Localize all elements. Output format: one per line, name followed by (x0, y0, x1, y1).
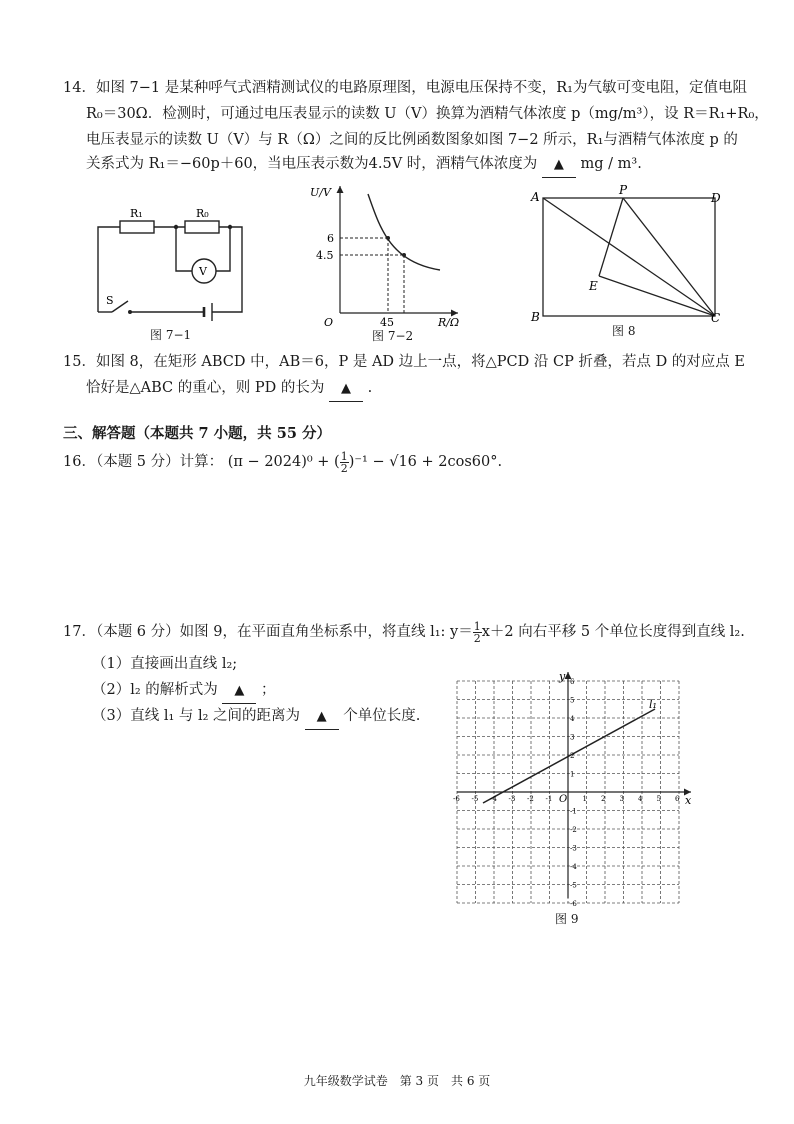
answer-blank-17-2[interactable] (222, 678, 256, 704)
x-tick-label: -4 (490, 795, 497, 803)
y-tick-label: 1 (570, 770, 575, 779)
point-p-label: P (619, 183, 628, 197)
q17-sub1: （1）直接画出直线 l₂; (92, 656, 238, 672)
q17-sub2-end: ； (261, 682, 276, 698)
triangle-mark-icon: ▲ (234, 683, 245, 698)
q14-line4-text: 关系式为 R₁＝−60p＋60，当电压表示数为4.5V 时，酒精气体浓度为 (86, 156, 538, 172)
switch-label: S (106, 294, 114, 307)
voltmeter-label: V (199, 265, 207, 278)
y-tick-label: -1 (570, 807, 577, 816)
q16-expr-b: )⁻¹ − √16 + 2cos60°. (348, 454, 503, 470)
q14-line3: 电压表显示的读数 U（V）与 R（Ω）之间的反比例函数图象如图 7−2 所示，R₁与酒精气体浓度 p 的 (86, 132, 738, 148)
answer-blank-14[interactable] (542, 152, 576, 178)
point-d-label: D (711, 191, 721, 205)
x-axis-label: R/Ω (438, 316, 460, 329)
y-tick-label: 2 (570, 752, 575, 760)
fig7-2-caption: 图 7−2 (372, 329, 414, 343)
fig9-coordinate-grid (455, 668, 700, 908)
y-tick-label: -2 (570, 826, 577, 834)
triangle-mark-icon: ▲ (316, 709, 327, 724)
fig9-caption: 图 9 (555, 912, 579, 926)
point-a-label: A (531, 190, 540, 204)
q15-line2-end: . (367, 380, 373, 396)
x-tick-label: -2 (527, 795, 534, 803)
x-tick-label: 5 (656, 795, 661, 803)
q15-line2 (86, 376, 372, 402)
y-tick-6: 6 (327, 232, 334, 245)
q14-line4-unit: mg / m³. (580, 156, 642, 172)
answer-blank-15[interactable] (329, 376, 363, 402)
q16-frac-den: 2 (340, 461, 348, 475)
y-tick-label: -6 (570, 900, 577, 908)
l1-label: l₁ (649, 698, 657, 711)
x-tick-label: 4 (638, 795, 643, 803)
q16-frac-num: 1 (340, 449, 348, 463)
q14-line4 (86, 152, 642, 178)
point-c-label: C (711, 311, 721, 325)
y-tick-label: 5 (570, 696, 575, 705)
fig7-1-caption: 图 7−1 (150, 328, 192, 342)
q17-intro-b: x＋2 向右平移 5 个单位长度得到直线 l₂. (481, 624, 745, 640)
x-axis-label: x (685, 794, 692, 807)
q17-intro (63, 620, 745, 644)
q17-sub3 (92, 704, 420, 730)
q17-sub2-text: （2）l₂ 的解析式为 (92, 682, 218, 698)
y-tick-4-5: 4.5 (316, 249, 334, 262)
triangle-mark-icon: ▲ (553, 157, 564, 172)
y-axis-label: U/V (310, 186, 331, 199)
x-tick-45: 45 (380, 316, 394, 329)
x-tick-label: 1 (582, 795, 587, 803)
y-tick-label: 4 (570, 715, 575, 723)
q17-sub3-end: 个单位长度. (343, 708, 421, 724)
x-tick-label: -1 (545, 795, 553, 803)
x-tick-label: 2 (601, 795, 606, 803)
r1-label: R₁ (130, 207, 143, 220)
triangle-mark-icon: ▲ (340, 381, 351, 396)
q17-frac-num: 1 (473, 619, 481, 633)
y-tick-label: -5 (570, 881, 577, 890)
y-tick-label: -3 (570, 844, 577, 853)
point-b-label: B (531, 310, 540, 324)
fig8-rectangle (525, 183, 730, 328)
q16-prefix: 16．（本题 5 分）计算： (63, 454, 224, 470)
x-tick-label: -6 (453, 795, 460, 803)
r0-label: R₀ (196, 207, 209, 220)
q16-expr-a: (π − 2024)⁰ + ( (227, 454, 340, 470)
y-tick-label: 3 (570, 733, 575, 742)
page-footer: 九年级数学试卷 第 3 页 共 6 页 (303, 1074, 491, 1088)
q15-line2-text: 恰好是△ABC 的重心，则 PD 的长为 (86, 380, 325, 396)
q17-intro-a: 17．（本题 6 分）如图 9，在平面直角坐标系中，将直线 l₁: y＝ (63, 624, 473, 640)
x-tick-label: 3 (619, 795, 624, 803)
fig8-caption: 图 8 (612, 324, 636, 338)
q17-sub2 (92, 678, 276, 704)
q14-line2: R₀＝30Ω．检测时，可通过电压表显示的读数 U（V）换算为酒精气体浓度 p（mg/m³），设 R＝R₁+R₀， (86, 106, 769, 122)
q15-line1: 15．如图 8，在矩形 ABCD 中，AB＝6，P 是 AD 边上一点，将△PCD 沿 CP 折叠，若点 D 的对应点 E (63, 354, 745, 370)
q17-sub3-text: （3）直线 l₁ 与 l₂ 之间的距离为 (92, 708, 301, 724)
y-tick-label: -4 (570, 863, 577, 871)
point-e-label: E (589, 279, 598, 293)
x-tick-label: -3 (508, 795, 516, 803)
origin-label: O (559, 794, 568, 805)
y-axis-label: y (559, 670, 566, 683)
x-tick-label: -5 (471, 795, 479, 803)
q17-fraction (473, 621, 482, 644)
answer-blank-17-3[interactable] (305, 704, 339, 730)
fig7-1-circuit (90, 205, 255, 330)
y-tick-label: 6 (570, 678, 575, 686)
q16-fraction (340, 451, 349, 474)
line-l1 (483, 709, 655, 803)
q16-line (63, 450, 502, 474)
section-3-heading: 三、解答题（本题共 7 小题，共 55 分） (63, 425, 331, 442)
q17-frac-den: 2 (473, 631, 481, 645)
fig7-2-graph (300, 180, 465, 330)
x-tick-label: 6 (675, 795, 680, 803)
origin-label: O (324, 316, 334, 329)
q14-line1: 14．如图 7−1 是某种呼气式酒精测试仪的电路原理图，电源电压保持不变，R₁为气敏可变电阻，定值电阻 (63, 80, 747, 96)
